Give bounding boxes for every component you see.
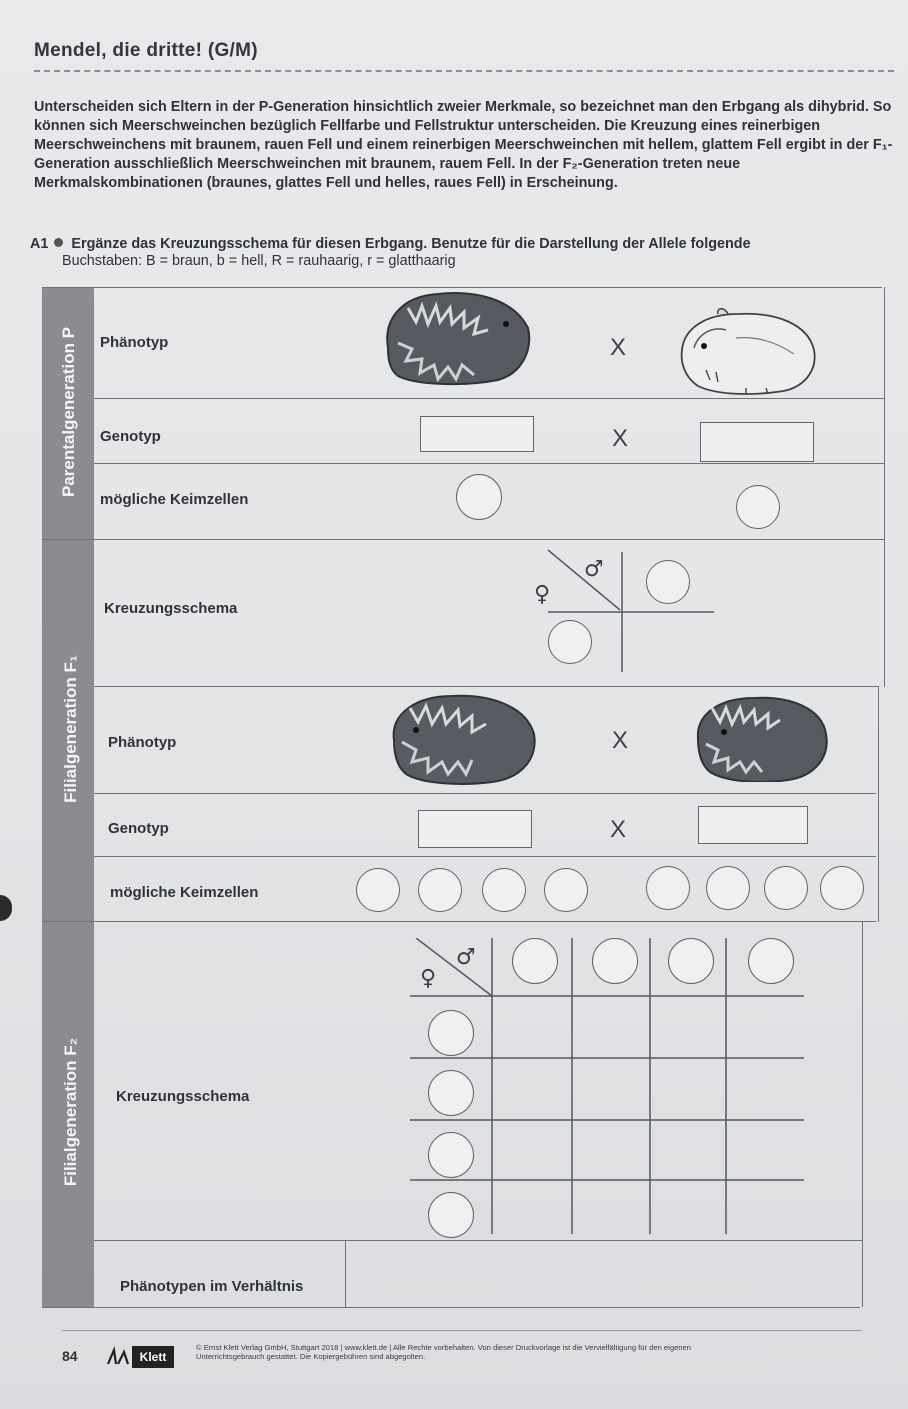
publisher-name: Klett [132, 1346, 174, 1368]
gamete-circle-f1[interactable] [356, 868, 400, 912]
row-divider [94, 1240, 862, 1241]
gamete-circle-female-f2[interactable] [428, 1010, 474, 1056]
klett-logo-icon [104, 1346, 132, 1368]
label-f2-verhaeltnis: Phänotypen im Verhältnis [120, 1278, 304, 1295]
gamete-circle-female-f2[interactable] [428, 1070, 474, 1116]
label-p-phaenotyp: Phänotyp [100, 334, 169, 351]
cross-symbol: X [610, 816, 627, 843]
gamete-circle-f1[interactable] [544, 868, 588, 912]
intro-paragraph: Unterscheiden sich Eltern in der P-Generation hinsichtlich zweier Merkmale, so bezeichnet man den Erbgang als dihybrid. So können sich Meerschweinchen bezüglich Fellfarbe und Fellstruktur unterscheiden. Die Kreuzung eines reinerbigen Meerschweinchens mit braunem, rauen Fell und einem reinerbigen Meerschweinchen mit hellem, glattem Fell ergibt in der F₁-Generation ausschließlich Meerschweinchen mit braunem, rauem Fell. In der F₂-Generation treten neue Merkmalskombinationen (braunes, glattes Fell und helles, raues Fell) in Erscheinung. [34, 99, 893, 191]
title-divider [34, 70, 894, 72]
footer-divider [62, 1330, 862, 1331]
gamete-circle-male[interactable] [646, 560, 690, 604]
section-divider [42, 539, 884, 540]
task-number: A1 [30, 236, 49, 252]
label-p-keimzellen: mögliche Keimzellen [100, 491, 249, 508]
page-number: 84 [62, 1348, 78, 1364]
label-parental-generation: Parentalgeneration P [59, 326, 78, 498]
section-divider [42, 921, 876, 922]
task-allele-letters: Buchstaben: B = braun, b = hell, R = rauhaarig, r = glatthaarig [62, 253, 456, 269]
label-p-kreuzungsschema: Kreuzungsschema [104, 600, 238, 617]
label-p-genotyp: Genotyp [100, 428, 161, 445]
genotype-box-f1-2[interactable] [698, 806, 808, 844]
gamete-circle-f1[interactable] [482, 868, 526, 912]
task-instruction: Ergänze das Kreuzungsschema für diesen Erbgang. Benutze für die Darstellung der Allele folgende [71, 236, 751, 252]
worksheet-title: Mendel, die dritte! (G/M) [34, 40, 258, 61]
gamete-circle-male-f2[interactable] [668, 938, 714, 984]
female-icon: ♀ [534, 582, 551, 607]
table-bottom-border [42, 1307, 860, 1308]
label-f1-phaenotyp: Phänotyp [108, 734, 177, 751]
gamete-circle-male-f2[interactable] [592, 938, 638, 984]
task-level-icon [54, 238, 63, 247]
label-f1-generation: Filialgeneration F₁ [61, 655, 80, 803]
cross-symbol: X [610, 334, 627, 361]
task-a1 [30, 236, 890, 270]
gamete-circle-parent-2[interactable] [736, 485, 780, 529]
gamete-circle-f1[interactable] [418, 868, 462, 912]
copyright-notice: © Ernst Klett Verlag GmbH, Stuttgart 2018 | www.klett.de | Alle Rechte vorbehalten. Von dieser Druckvorlage ist die Vervielfältigung für den eigenen Unterrichtsgebrauch gestattet. Die Kopiergebühren sind abgegolten. [196, 1343, 691, 1361]
gamete-circle-parent-1[interactable] [456, 474, 502, 520]
gamete-circle-f1[interactable] [646, 866, 690, 910]
label-f1-keimzellen: mögliche Keimzellen [110, 884, 259, 901]
gamete-circle-female-f2[interactable] [428, 1192, 474, 1238]
guinea-pig-smooth-light-image [676, 308, 818, 396]
gamete-circle-female-f2[interactable] [428, 1132, 474, 1178]
label-f2-kreuzungsschema: Kreuzungsschema [116, 1088, 250, 1105]
row-divider [94, 686, 878, 687]
binder-shadow [0, 895, 12, 921]
table-right-border [862, 921, 863, 1307]
genotype-box-parent-2[interactable] [700, 422, 814, 462]
row-divider [94, 856, 876, 857]
guinea-pig-rough-dark-image [386, 690, 540, 786]
label-f1-genotyp: Genotyp [108, 820, 169, 837]
ratio-cell-divider [345, 1240, 346, 1307]
row-divider [94, 793, 876, 794]
cross-symbol: X [612, 727, 629, 754]
gamete-circle-male-f2[interactable] [748, 938, 794, 984]
gamete-circle-f1[interactable] [820, 866, 864, 910]
gamete-circle-f1[interactable] [764, 866, 808, 910]
cross-symbol: X [612, 425, 629, 452]
female-icon: ♀ [420, 966, 437, 991]
gamete-circle-male-f2[interactable] [512, 938, 558, 984]
table-right-border [884, 287, 885, 687]
row-divider [94, 463, 884, 464]
guinea-pig-rough-dark-image [692, 694, 830, 782]
gamete-circle-female[interactable] [548, 620, 592, 664]
publisher-logo [104, 1346, 184, 1368]
male-icon: ♂ [456, 945, 476, 970]
table-right-border [878, 686, 879, 922]
guinea-pig-rough-dark-image [378, 288, 533, 388]
row-divider [94, 398, 884, 399]
label-f2-generation: Filialgeneration F₂ [61, 1037, 80, 1187]
genotype-box-parent-1[interactable] [420, 416, 534, 452]
male-icon: ♂ [584, 557, 604, 582]
genotype-box-f1-1[interactable] [418, 810, 532, 848]
gamete-circle-f1[interactable] [706, 866, 750, 910]
